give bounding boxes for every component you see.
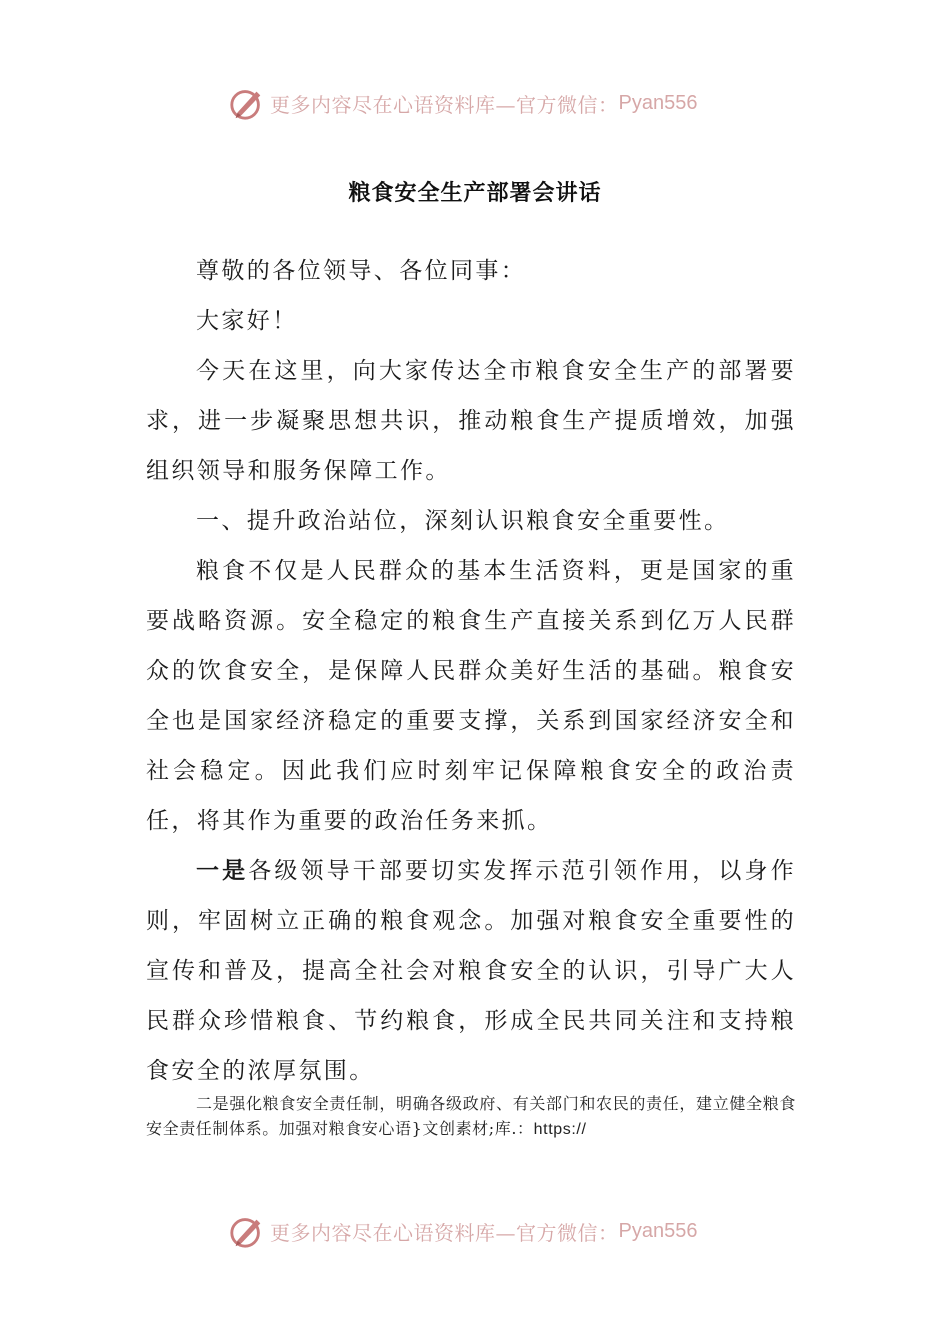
footnote-text — [146, 1091, 796, 1142]
pen-logo-icon — [228, 1212, 266, 1250]
point-one-paragraph — [146, 846, 796, 1096]
watermark-banner-bottom — [228, 1211, 697, 1251]
point-two-paragraph — [146, 1091, 796, 1142]
document-body — [146, 246, 796, 1096]
watermark-text: 更多内容尽在心语资料库—官方微信： — [270, 92, 619, 117]
point-two-text: 二是强化粮食安全责任制，明确各级政府、有关部门和农民的责任，建立健全粮食安全责任制体系。加强对粮食安心语}文创素材;库.： — [146, 1094, 796, 1138]
watermark-wechat-id: Pyan556 — [618, 1219, 698, 1242]
document-title: 粮食安全生产部署会讲话 — [348, 181, 602, 206]
pen-logo-icon — [228, 84, 266, 122]
source-url: https:// — [533, 1121, 587, 1138]
section-heading-one: 一、提升政治站位，深刻认识粮食安全重要性。 — [196, 508, 730, 534]
intro-paragraph: 今天在这里，向大家传达全市粮食安全生产的部署要求，进一步凝聚思想共识，推动粮食生产提质增效，加强组织领导和服务保障工作。 — [146, 358, 796, 484]
greeting: 大家好！ — [196, 308, 298, 334]
point-one-lead: 一是 — [196, 858, 249, 884]
watermark-banner-top — [228, 83, 697, 123]
body-paragraph: 粮食不仅是人民群众的基本生活资料，更是国家的重要战略资源。安全稳定的粮食生产直接关系到亿万人民群众的饮食安全，是保障人民群众美好生活的基础。粮食安全也是国家经济稳定的重要支撑，关系到国家经济安全和社会稳定。因此我们应时刻牢记保障粮食安全的政治责任，将其作为重要的政治任务来抓。 — [146, 558, 796, 834]
salutation: 尊敬的各位领导、各位同事： — [196, 258, 527, 284]
point-one-text: 各级领导干部要切实发挥示范引领作用，以身作则，牢固树立正确的粮食观念。加强对粮食安全重要性的宣传和普及，提高全社会对粮食安全的认识，引导广大人民群众珍惜粮食、节约粮食，形成全民共同关注和支持粮食安全的浓厚氛围。 — [146, 858, 796, 1084]
watermark-wechat-id: Pyan556 — [618, 91, 698, 114]
watermark-text: 更多内容尽在心语资料库—官方微信： — [270, 1220, 619, 1245]
